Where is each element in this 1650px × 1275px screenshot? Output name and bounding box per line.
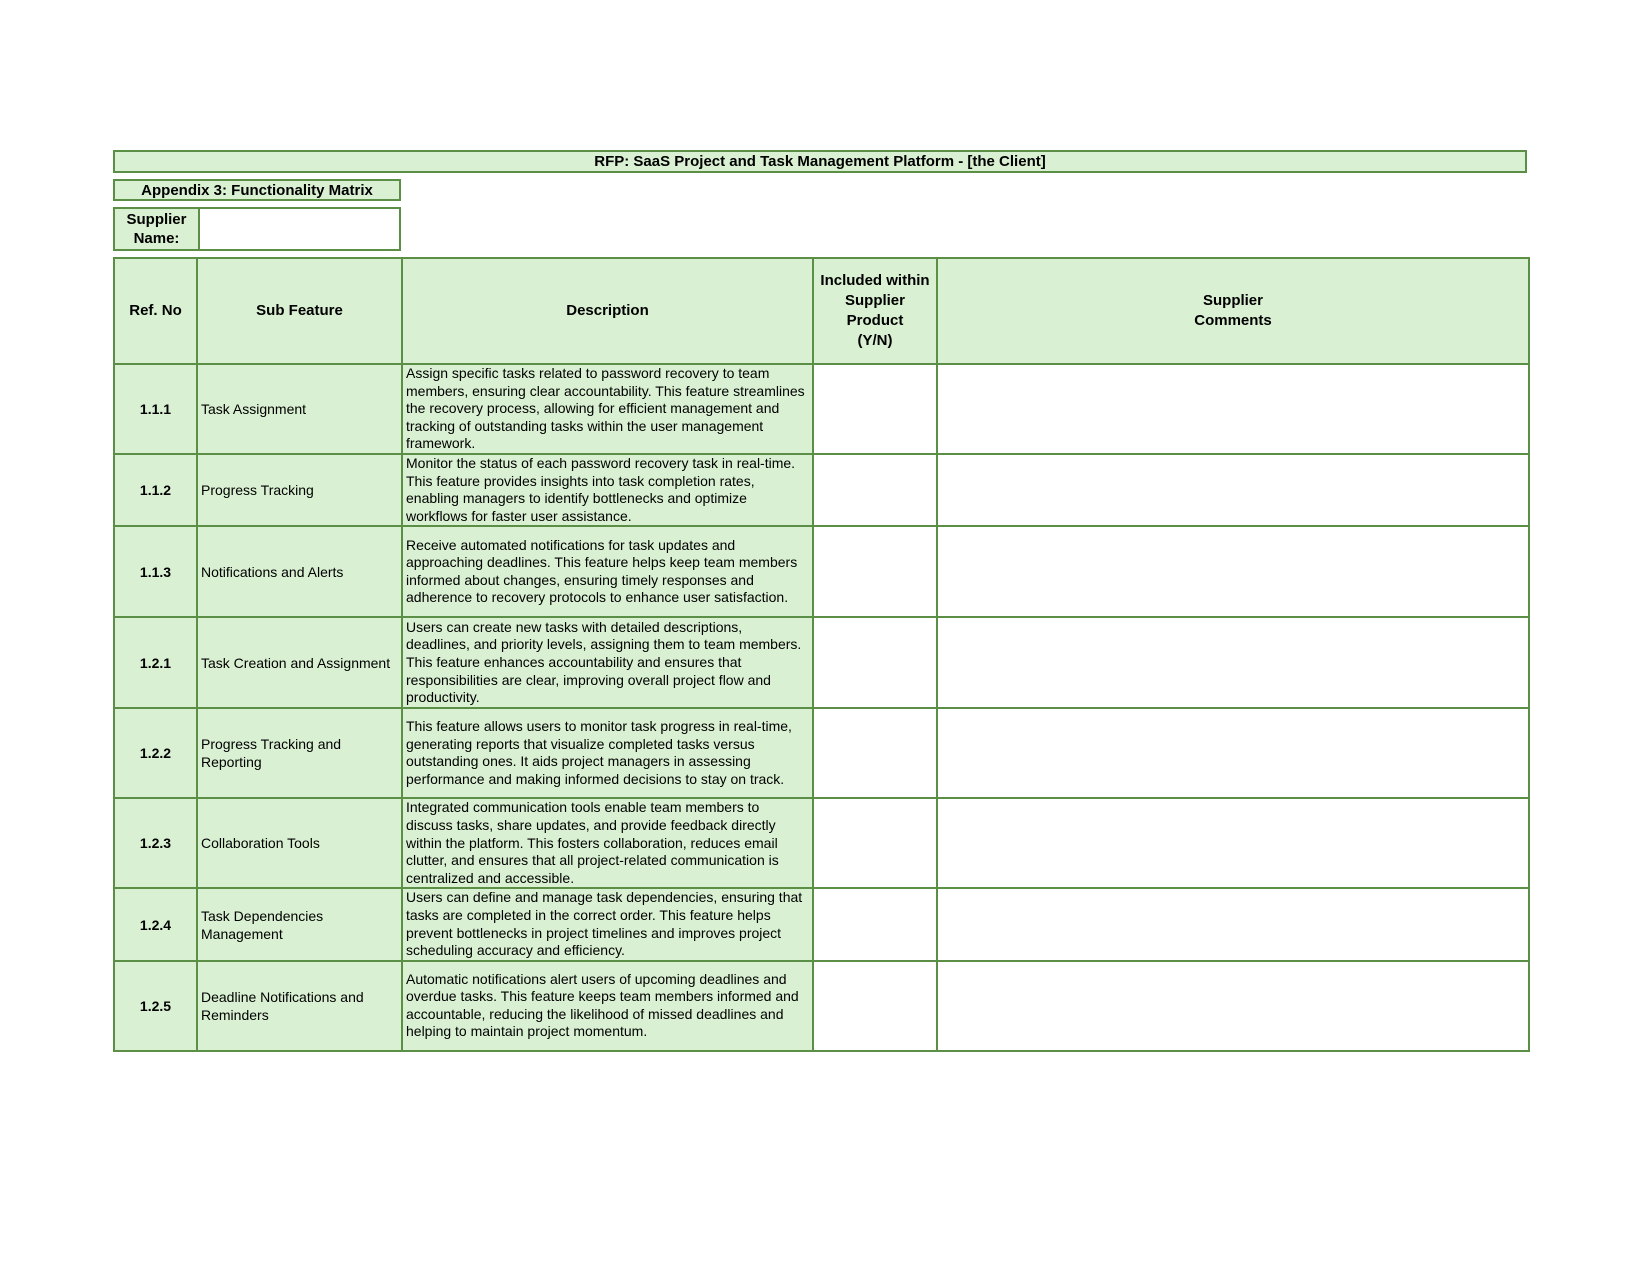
table-row xyxy=(114,617,1529,708)
supplier-comments-cell[interactable] xyxy=(937,798,1529,888)
appendix-title: Appendix 3: Functionality Matrix xyxy=(113,179,401,201)
sub-feature-cell: Deadline Notifications and Reminders xyxy=(197,961,402,1051)
table-row xyxy=(114,454,1529,526)
table-row xyxy=(114,364,1529,454)
header-included-line1: Included within xyxy=(820,272,930,289)
table-row xyxy=(114,526,1529,617)
supplier-comments-cell[interactable] xyxy=(937,708,1529,798)
included-input-cell[interactable] xyxy=(813,961,937,1051)
sub-feature-cell: Progress Tracking and Reporting xyxy=(197,708,402,798)
ref-no-cell: 1.1.3 xyxy=(114,526,197,617)
sub-feature-cell: Progress Tracking xyxy=(197,454,402,526)
supplier-name-label-line2: Name: xyxy=(133,230,180,247)
supplier-comments-cell[interactable] xyxy=(937,364,1529,454)
table-header-row xyxy=(114,258,1529,364)
ref-no-cell: 1.1.2 xyxy=(114,454,197,526)
description-cell: Integrated communication tools enable team members to discuss tasks, share updates, and provide feedback directly within the platform. This fosters collaboration, reduces email clutter, and ensures that all project-related communication is centralized and accessible. xyxy=(402,798,813,888)
description-cell: Assign specific tasks related to password recovery to team members, ensuring clear accountability. This feature streamlines the recovery process, allowing for efficient management and tracking of outstanding tasks within the user management framework. xyxy=(402,364,813,454)
table-row xyxy=(114,798,1529,888)
supplier-name-field[interactable] xyxy=(200,209,399,249)
included-input-cell[interactable] xyxy=(813,617,937,708)
description-cell: Receive automated notifications for task updates and approaching deadlines. This feature helps keep team members informed about changes, ensuring timely responses and adherence to recovery protocols to enhance user satisfaction. xyxy=(402,526,813,617)
supplier-comments-cell[interactable] xyxy=(937,526,1529,617)
supplier-comments-cell[interactable] xyxy=(937,617,1529,708)
header-included-line4: (Y/N) xyxy=(857,332,893,349)
included-input-cell[interactable] xyxy=(813,526,937,617)
ref-no-cell: 1.2.5 xyxy=(114,961,197,1051)
supplier-name-row xyxy=(113,207,401,251)
included-input-cell[interactable] xyxy=(813,798,937,888)
header-ref-no: Ref. No xyxy=(114,258,197,364)
header-comments-line1: Supplier xyxy=(1202,292,1263,309)
table-row xyxy=(114,708,1529,798)
functionality-matrix-table xyxy=(113,257,1530,1052)
sub-feature-cell: Collaboration Tools xyxy=(197,798,402,888)
supplier-comments-cell[interactable] xyxy=(937,888,1529,960)
document-title: RFP: SaaS Project and Task Management Platform - [the Client] xyxy=(113,150,1527,173)
included-input-cell[interactable] xyxy=(813,708,937,798)
supplier-name-label-line1: Supplier xyxy=(126,211,187,228)
sub-feature-cell: Notifications and Alerts xyxy=(197,526,402,617)
supplier-comments-cell[interactable] xyxy=(937,454,1529,526)
included-input-cell[interactable] xyxy=(813,454,937,526)
header-comments-line2: Comments xyxy=(1194,312,1272,329)
description-cell: Automatic notifications alert users of upcoming deadlines and overdue tasks. This feature keeps team members informed and accountable, reducing the likelihood of missed deadlines and helping to maintain project momentum. xyxy=(402,961,813,1051)
table-row xyxy=(114,888,1529,960)
header-supplier-comments xyxy=(937,258,1529,364)
ref-no-cell: 1.2.1 xyxy=(114,617,197,708)
supplier-comments-cell[interactable] xyxy=(937,961,1529,1051)
ref-no-cell: 1.1.1 xyxy=(114,364,197,454)
description-cell: This feature allows users to monitor task progress in real-time, generating reports that visualize completed tasks versus outstanding ones. It aids project managers in assessing performance and making informed decisions to stay on track. xyxy=(402,708,813,798)
included-input-cell[interactable] xyxy=(813,888,937,960)
ref-no-cell: 1.2.3 xyxy=(114,798,197,888)
header-included-line3: Product xyxy=(846,312,904,329)
sub-feature-cell: Task Dependencies Management xyxy=(197,888,402,960)
header-included xyxy=(813,258,937,364)
ref-no-cell: 1.2.2 xyxy=(114,708,197,798)
header-sub-feature: Sub Feature xyxy=(197,258,402,364)
supplier-name-label xyxy=(115,209,200,249)
description-cell: Users can define and manage task dependencies, ensuring that tasks are completed in the correct order. This feature helps prevent bottlenecks in project timelines and improves project scheduling accuracy and efficiency. xyxy=(402,888,813,960)
sub-feature-cell: Task Assignment xyxy=(197,364,402,454)
ref-no-cell: 1.2.4 xyxy=(114,888,197,960)
sub-feature-cell: Task Creation and Assignment xyxy=(197,617,402,708)
header-description: Description xyxy=(402,258,813,364)
included-input-cell[interactable] xyxy=(813,364,937,454)
header-included-line2: Supplier xyxy=(844,292,905,309)
table-row xyxy=(114,961,1529,1051)
description-cell: Monitor the status of each password recovery task in real-time. This feature provides insights into task completion rates, enabling managers to identify bottlenecks and optimize workflows for faster user assistance. xyxy=(402,454,813,526)
description-cell: Users can create new tasks with detailed descriptions, deadlines, and priority levels, assigning them to team members. This feature enhances accountability and ensures that responsibilities are clear, improving overall project flow and productivity. xyxy=(402,617,813,708)
